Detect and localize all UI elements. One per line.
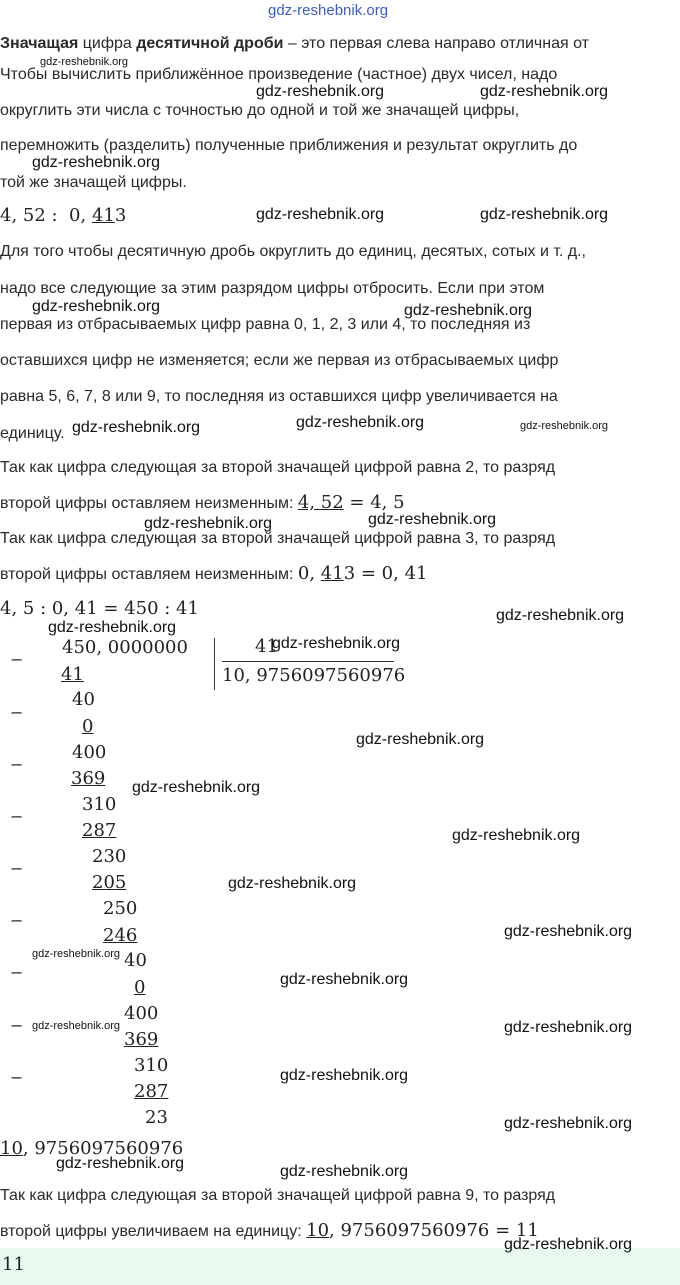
watermark: gdz-reshebnik.org: [280, 1163, 409, 1180]
division-remainder: 40: [124, 950, 147, 971]
paragraph1-line-2: округлить эти числа с точностью до одной и той же значащей цифры,: [0, 102, 520, 119]
division-subtrahend: 0: [82, 716, 94, 737]
step2-formula-pre: 0,: [297, 563, 321, 584]
watermark: gdz-reshebnik.org: [32, 1020, 121, 1032]
division-bracket-horizontal: [222, 661, 394, 662]
watermark: gdz-reshebnik.org: [480, 83, 609, 100]
division-subtrahend: 369: [71, 768, 106, 789]
minus-sign: −: [10, 1068, 24, 1087]
step3-formula-tail: , 9756097560976 = 11: [329, 1220, 539, 1241]
watermark: gdz-reshebnik.org: [272, 635, 401, 652]
step1-line-2: [0, 493, 405, 514]
watermark: gdz-reshebnik.org: [368, 511, 497, 528]
watermark: gdz-reshebnik.org: [40, 56, 129, 68]
definition-term-1: Значащая: [0, 35, 79, 52]
definition-line: [0, 34, 589, 54]
division-divisor: 41: [255, 636, 278, 657]
problem-right-underlined: 41: [91, 205, 115, 226]
watermark: gdz-reshebnik.org: [452, 827, 581, 844]
problem-right-post: 3: [114, 205, 127, 226]
step1-formula-tail: = 4, 5: [343, 492, 405, 513]
problem-left: 4, 52 :: [0, 205, 58, 226]
watermark: gdz-reshebnik.org: [32, 948, 121, 960]
paragraph2-line-2: надо все следующие за этим разрядом цифры отбросить. Если при этом: [0, 280, 545, 297]
division-subtrahend: 41: [61, 664, 84, 685]
watermark: gdz-reshebnik.org: [296, 414, 425, 431]
watermark: gdz-reshebnik.org: [256, 206, 385, 223]
watermark: gdz-reshebnik.org: [356, 731, 485, 748]
watermark: gdz-reshebnik.org: [72, 419, 201, 436]
step3-formula-underlined: 10: [306, 1220, 330, 1241]
paragraph1-line-1: Чтобы вычислить приближённое произведение (частное) двух чисел, надо: [0, 66, 558, 83]
division-subtrahend: 0: [134, 977, 146, 998]
watermark: gdz-reshebnik.org: [496, 607, 625, 624]
watermark: gdz-reshebnik.org: [504, 1236, 633, 1253]
watermark: gdz-reshebnik.org: [256, 83, 385, 100]
equation: 4, 5 : 0, 41 = 450 : 41: [0, 598, 199, 619]
division-subtrahend: 369: [124, 1029, 159, 1050]
watermark: gdz-reshebnik.org: [404, 302, 533, 319]
step3-line-1: Так как цифра следующая за второй значащей цифрой равна 9, то разряд: [0, 1187, 556, 1204]
watermark: gdz-reshebnik.org: [56, 1155, 185, 1172]
division-remainder: 40: [72, 689, 95, 710]
step2-text: второй цифры оставляем неизменным:: [0, 566, 294, 583]
minus-sign: −: [10, 703, 24, 722]
division-dividend: 450, 0000000: [62, 637, 188, 658]
division-remainder: 23: [145, 1107, 168, 1128]
step3-line-2: [0, 1221, 539, 1242]
division-subtrahend: 246: [103, 925, 138, 946]
minus-sign: −: [10, 911, 24, 930]
division-remainder: 400: [124, 1003, 159, 1024]
division-quotient: 10, 9756097560976: [222, 665, 406, 686]
watermark: gdz-reshebnik.org: [280, 1067, 409, 1084]
problem-expression: [0, 205, 126, 226]
problem-right-pre: 0,: [69, 205, 92, 226]
paragraph2-line-5: равна 5, 6, 7, 8 или 9, то последняя из оставшихся цифр увеличивается на: [0, 388, 558, 405]
definition-term-2: десятичной дроби: [136, 35, 284, 52]
step2-formula-underlined: 41: [320, 563, 344, 584]
paragraph2-line-3: первая из отбрасываемых цифр равна 0, 1, 2, 3 или 4, то последняя из: [0, 316, 531, 333]
step3-text: второй цифры увеличиваем на единицу:: [0, 1223, 302, 1240]
step1-formula-underlined: 4, 52: [297, 492, 344, 513]
step1-text: второй цифры оставляем неизменным:: [0, 495, 294, 512]
step2-line-1: Так как цифра следующая за второй значащей цифрой равна 3, то разряд: [0, 530, 556, 547]
division-bracket-vertical: [214, 638, 215, 690]
top-watermark: gdz-reshebnik.org: [268, 2, 389, 19]
paragraph2-line-6: единицу.: [0, 425, 65, 442]
step2-formula: [298, 563, 428, 584]
paragraph1-line-3: перемножить (разделить) полученные приближения и результат округлить до: [0, 137, 578, 154]
definition-rest: – это первая слева направо отличная от: [283, 35, 589, 52]
division-remainder: 230: [92, 846, 127, 867]
paragraph2-line-1: Для того чтобы десятичную дробь округлить до единиц, десятых, сотых и т. д.,: [0, 243, 586, 260]
watermark: gdz-reshebnik.org: [520, 420, 609, 432]
watermark: gdz-reshebnik.org: [32, 154, 161, 171]
division-subtrahend: 205: [92, 872, 127, 893]
step2-line-2: [0, 564, 427, 585]
division-subtrahend: 287: [134, 1081, 169, 1102]
division-remainder: 310: [134, 1055, 169, 1076]
watermark: gdz-reshebnik.org: [48, 619, 177, 636]
division-subtrahend: 287: [82, 820, 117, 841]
answer-value: 11: [2, 1254, 25, 1275]
step1-line-1: Так как цифра следующая за второй значащей цифрой равна 2, то разряд: [0, 459, 556, 476]
watermark: gdz-reshebnik.org: [504, 923, 633, 940]
division-remainder: 310: [82, 794, 117, 815]
division-remainder: 250: [103, 898, 138, 919]
watermark: gdz-reshebnik.org: [480, 206, 609, 223]
watermark: gdz-reshebnik.org: [228, 875, 357, 892]
minus-sign: −: [10, 963, 24, 982]
result-value-rest: , 9756097560976: [22, 1138, 184, 1159]
paragraph2-line-4: оставшихся цифр не изменяется; если же первая из отбрасываемых цифр: [0, 352, 559, 369]
step1-formula: [298, 492, 405, 513]
watermark: gdz-reshebnik.org: [504, 1019, 633, 1036]
minus-sign: −: [10, 859, 24, 878]
definition-mid: цифра: [78, 35, 137, 52]
paragraph1-line-4: той же значащей цифры.: [0, 174, 187, 191]
result-value-underlined: 10: [0, 1138, 23, 1159]
watermark: gdz-reshebnik.org: [144, 515, 273, 532]
watermark: gdz-reshebnik.org: [132, 779, 261, 796]
watermark: gdz-reshebnik.org: [280, 971, 409, 988]
minus-sign: −: [10, 807, 24, 826]
watermark: gdz-reshebnik.org: [32, 298, 161, 315]
minus-sign: −: [10, 1016, 24, 1035]
step2-formula-tail: 3 = 0, 41: [343, 563, 428, 584]
division-remainder: 400: [72, 742, 107, 763]
minus-sign: −: [10, 650, 24, 669]
minus-sign: −: [10, 755, 24, 774]
watermark: gdz-reshebnik.org: [504, 1115, 633, 1132]
